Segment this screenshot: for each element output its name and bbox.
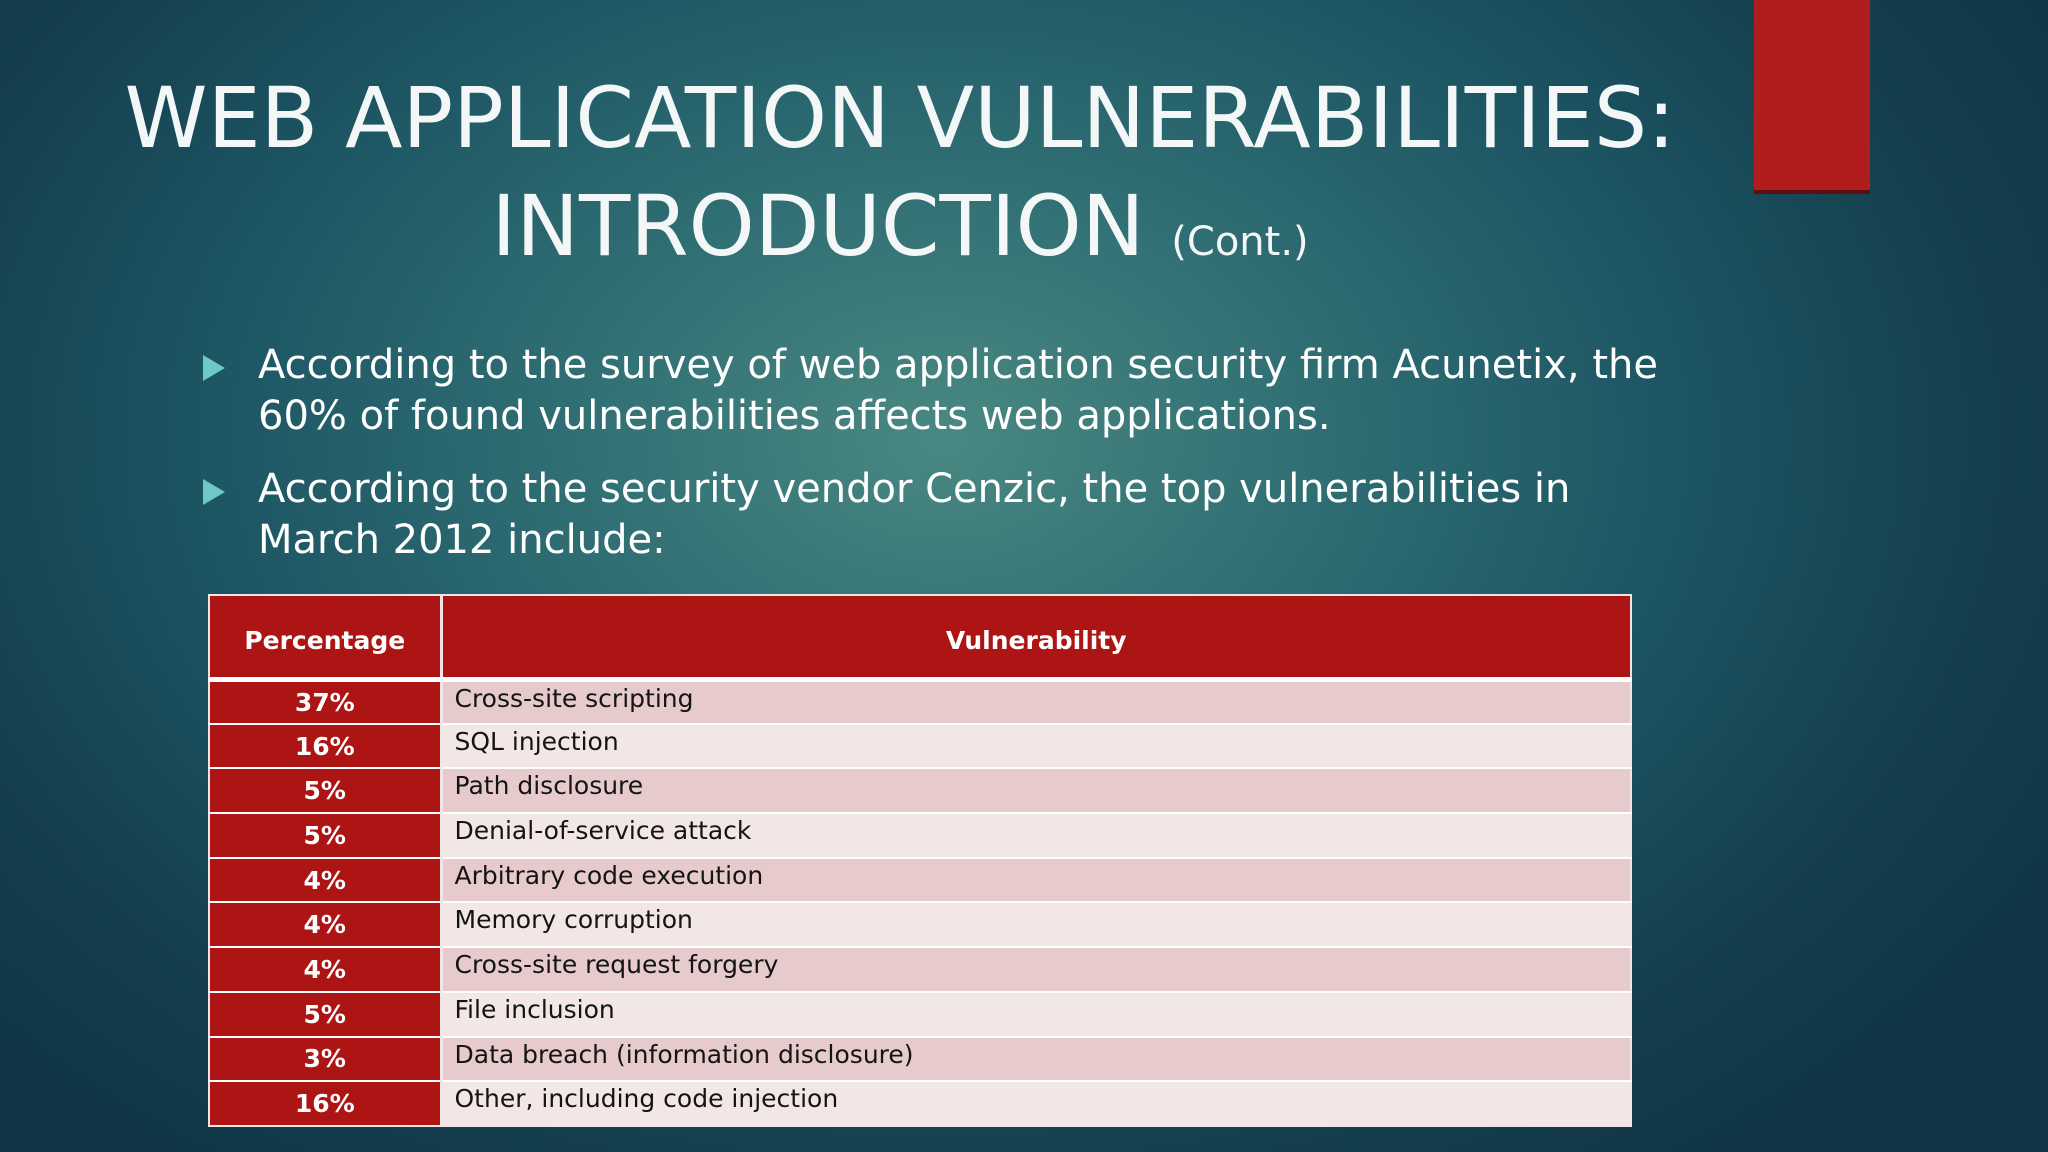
table-row [209,992,1631,1037]
triangle-right-icon [203,479,225,505]
cell-vulnerability: Denial-of-service attack [441,813,1631,858]
cell-percentage: 4% [209,858,441,903]
title-line-1: WEB APPLICATION VULNERABILITIES: [124,69,1676,167]
cell-percentage: 4% [209,947,441,992]
table-row [209,858,1631,903]
cell-vulnerability: Arbitrary code execution [441,858,1631,903]
cell-vulnerability: Cross-site scripting [441,679,1631,724]
bullet-text: According to the survey of web application security firm Acunetix, the 60% of found vulnerabilities affects web applications. [258,342,1658,439]
cell-percentage: 16% [209,1081,441,1126]
title-line-2 [80,172,1720,296]
cell-percentage: 4% [209,902,441,947]
accent-bar [1754,0,1870,190]
cell-vulnerability: File inclusion [441,992,1631,1037]
slide-title [80,64,1720,296]
triangle-right-icon [203,355,225,381]
table-row [209,1081,1631,1126]
vulnerability-table [208,594,1632,1127]
table-row [209,902,1631,947]
table-row [209,947,1631,992]
cell-vulnerability: Other, including code injection [441,1081,1631,1126]
cell-percentage: 5% [209,768,441,813]
bullet-text: According to the security vendor Cenzic, the top vulnerabilities in March 2012 include: [258,466,1571,563]
cell-percentage: 5% [209,813,441,858]
cell-percentage: 37% [209,679,441,724]
table-row [209,724,1631,769]
bullet-item [200,464,1680,566]
table-row [209,813,1631,858]
header-vulnerability: Vulnerability [441,595,1631,679]
cell-percentage: 5% [209,992,441,1037]
table-row [209,679,1631,724]
table-header-row [209,595,1631,679]
title-main: INTRODUCTION [491,177,1145,275]
cell-vulnerability: Cross-site request forgery [441,947,1631,992]
title-suffix: (Cont.) [1171,219,1309,265]
bullet-item [200,340,1680,442]
cell-vulnerability: SQL injection [441,724,1631,769]
table-row [209,768,1631,813]
cell-percentage: 3% [209,1037,441,1082]
cell-vulnerability: Memory corruption [441,902,1631,947]
cell-vulnerability: Path disclosure [441,768,1631,813]
bullet-list [200,340,1680,588]
header-percentage: Percentage [209,595,441,679]
table-row [209,1037,1631,1082]
cell-vulnerability: Data breach (information disclosure) [441,1037,1631,1082]
cell-percentage: 16% [209,724,441,769]
